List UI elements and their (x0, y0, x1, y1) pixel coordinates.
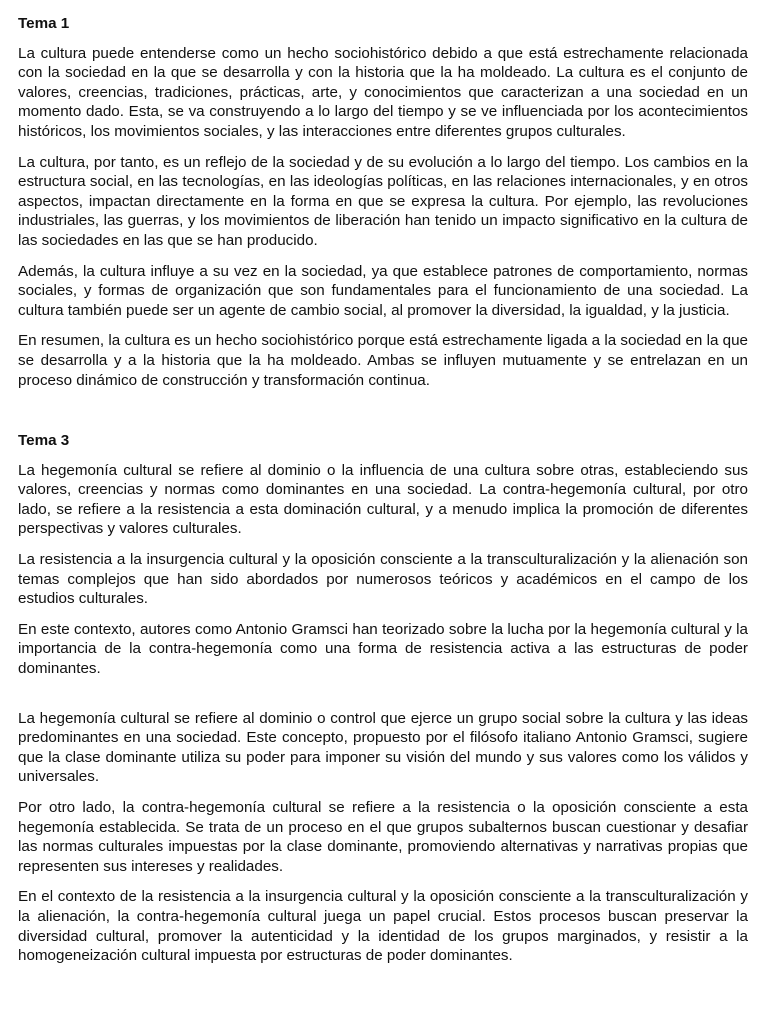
section-tema-1 (18, 14, 748, 390)
paragraph: En resumen, la cultura es un hecho sociohistórico porque está estrechamente ligada a la sociedad en la que se desarrolla y a la historia que la ha moldeado. Ambas se influyen mutuamente y se entrelazan en un proceso dinámico de construcción y transformación continua. (18, 332, 748, 389)
paragraph: Además, la cultura influye a su vez en la sociedad, ya que establece patrones de comportamiento, normas sociales, y formas de organización que son fundamentales para el funcionamiento de una sociedad. La cultura también puede ser un agente de cambio social, al promover la diversidad, la igualdad, y la justicia. (18, 262, 748, 319)
paragraph: Por otro lado, la contra-hegemonía cultural se refiere a la resistencia o la oposición consciente a esta hegemonía establecida. Se trata de un proceso en el que grupos subalternos buscan cuestionar y desafiar las normas culturales impuestas por la clase dominante, promoviendo alternativas y narrativas propias que representen sus intereses y realidades. (18, 799, 748, 875)
paragraph-spacer (18, 690, 748, 709)
document-page (18, 14, 748, 977)
paragraph: La cultura puede entenderse como un hecho sociohistórico debido a que está estrechamente relacionada con la sociedad en la que se desarrolla y con la historia que la ha moldeado. La cultura es el conjunto de valores, creencias, tradiciones, prácticas, arte, y conocimientos que caracterizan a una sociedad en un momento dado. Esta, se va construyendo a lo largo del tiempo y se ve influenciada por los acontecimientos históricos, los movimientos sociales, y las interacciones entre diferentes grupos culturales. (18, 44, 748, 140)
section-spacer (18, 401, 748, 431)
paragraph: La hegemonía cultural se refiere al dominio o control que ejerce un grupo social sobre la cultura y las ideas predominantes en una sociedad. Este concepto, propuesto por el filósofo italiano Antonio Gramsci, sugiere que la clase dominante utiliza su poder para imponer su visión del mundo y sus valores como los válidos y universales. (18, 709, 748, 786)
paragraph: La hegemonía cultural se refiere al dominio o la influencia de una cultura sobre otras, estableciendo sus valores, creencias y normas como dominantes en una sociedad. La contra-hegemonía cultural, por otro lado, se refiere a la resistencia a esta dominación cultural, y a menudo implica la promoción de diferentes perspectivas y valores culturales. (18, 461, 748, 538)
section-heading: Tema 3 (18, 432, 70, 450)
paragraph: En el contexto de la resistencia a la insurgencia cultural y la oposición consciente a la transculturalización y la alienación, la contra-hegemonía cultural juega un papel crucial. Estos procesos buscan preservar la diversidad cultural, promover la autenticidad y la identidad de los grupos marginados, y resistir a la homogeneización cultural impuesta por estructuras de poder dominantes. (18, 888, 748, 965)
paragraph: La cultura, por tanto, es un reflejo de la sociedad y de su evolución a lo largo del tiempo. Los cambios en la estructura social, en las tecnologías, en las ideologías políticas, en las relaciones internacionales, y en otros aspectos, impactan directamente en la forma en que se expresa la cultura. Por ejemplo, las revoluciones industriales, las guerras, y los movimientos de liberación han tenido un impacto significativo en la cultura de las sociedades en las que se han producido. (18, 153, 748, 249)
paragraph: La resistencia a la insurgencia cultural y la oposición consciente a la transculturalización y la alienación son temas complejos que han sido abordados por numerosos teóricos y académicos en el campo de los estudios culturales. (18, 551, 748, 608)
section-tema-3 (18, 431, 748, 966)
section-heading: Tema 1 (18, 15, 70, 32)
paragraph: En este contexto, autores como Antonio Gramsci han teorizado sobre la lucha por la hegemonía cultural y la importancia de la contra-hegemonía como una forma de resistencia activa a las estructuras de poder dominantes. (18, 620, 748, 678)
